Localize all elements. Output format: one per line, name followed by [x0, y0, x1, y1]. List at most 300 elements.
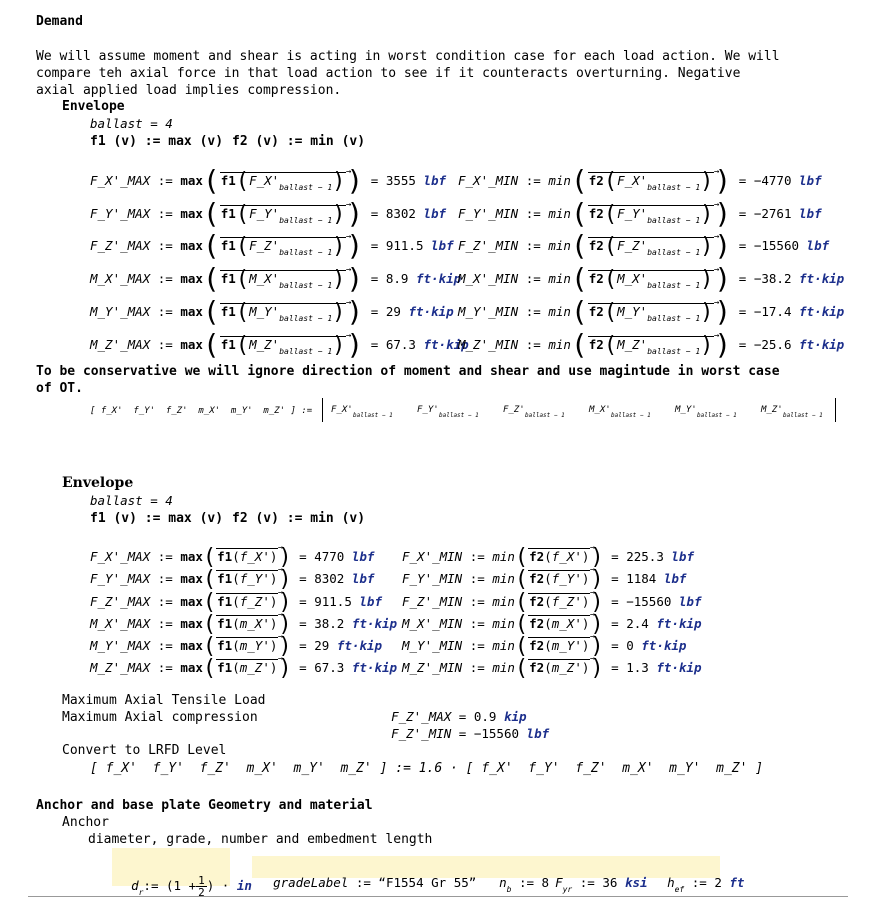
demand-max-arg: F_Z'	[249, 238, 280, 253]
f1-call: f1	[217, 660, 233, 675]
min-function: min	[548, 238, 571, 253]
demand-min-arg: F_Z'	[617, 238, 648, 253]
envelope-max-name: F_X'_MAX	[90, 549, 151, 564]
envelope-max-unit: ft·kip	[336, 638, 382, 653]
f2-call: f2	[588, 206, 604, 221]
envelope-max-value: 67.3	[314, 660, 345, 675]
f2-call: f2	[588, 304, 604, 319]
ballast-subscript: ballast − 1	[647, 347, 701, 356]
close-paren: )	[714, 229, 732, 262]
close-paren: )	[590, 590, 604, 615]
min-function: min	[548, 173, 571, 188]
ballast-subscript: ballast − 1	[279, 248, 333, 257]
open-paren: (	[202, 262, 220, 295]
demand-min-arg: F_X'	[617, 173, 648, 188]
lrfd-expression: [ f_X' f_Y' f_Z' m_X' m_Y' m_Z' ] := 1.6 · [ f_X' f_Y' f_Z' m_X' m_Y' m_Z' ]	[90, 761, 764, 776]
close-paren: )	[700, 169, 714, 194]
open-paren: (	[202, 295, 220, 328]
demand-min-arg: M_Z'	[617, 337, 648, 352]
envelope-max-value: 8302	[314, 571, 345, 586]
close-paren: )	[700, 333, 714, 358]
vectorize-bar: f1(f_X') →	[216, 548, 278, 565]
envelope-max-unit: lbf	[351, 549, 375, 564]
close-paren: )	[346, 328, 364, 361]
close-paren: )	[278, 567, 292, 592]
min-function: min	[548, 304, 571, 319]
open-paren: (	[603, 333, 618, 358]
demand-min-unit: lbf	[799, 206, 822, 221]
ballast-subscript: ballast − 1	[279, 314, 333, 323]
envelope-min-row[interactable]: M_Y'_MIN := min(f2(m_Y') →) = 0 ft·kip	[402, 637, 686, 655]
f2-call: f2	[588, 337, 604, 352]
conservative-note-line1: To be conservative we will ignore direction of moment and shear and use magintude in worst case	[36, 364, 780, 379]
demand-min-name: M_Y'_MIN	[458, 304, 519, 319]
f2-call: f2	[529, 594, 545, 609]
vectorize-bar: f2(m_Z') →	[528, 659, 590, 676]
min-function: min	[548, 206, 571, 221]
envelope-min-name: M_X'_MIN	[402, 616, 463, 631]
demand-min-name: M_Z'_MIN	[458, 337, 519, 352]
demand-max-unit: ft·kip	[423, 337, 469, 352]
fyr-name: F	[555, 875, 563, 890]
f1-call: f1	[217, 594, 233, 609]
max-function: max	[180, 594, 203, 609]
demand-min-unit: ft·kip	[799, 337, 845, 352]
f2-call: f2	[529, 638, 545, 653]
envelope-min-arg: f_X'	[551, 549, 582, 564]
demand-min-row[interactable]: F_Y'_MIN := $\min(f2(F\_Y'_{ballast - 1})$ →) = −2761 lbf	[458, 205, 822, 229]
max-function: max	[180, 304, 203, 319]
open-paren: (	[202, 197, 220, 230]
demand-min-value: −4770	[753, 173, 792, 188]
envelope-max-value: 4770	[314, 549, 345, 564]
close-paren: )	[700, 202, 714, 227]
envelope-min-unit: lbf	[663, 571, 687, 586]
f1-definition-2: f1 (v) := max (v)	[90, 511, 224, 526]
assignment-item: M_Y'	[675, 405, 697, 415]
demand-max-name: F_X'_MAX	[90, 173, 151, 188]
envelope-max-name: F_Z'_MAX	[90, 594, 151, 609]
demand-max-unit: lbf	[423, 206, 447, 221]
max-function: max	[180, 571, 203, 586]
assignment-item-subscript: ballast − 1	[783, 412, 823, 419]
open-paren: (	[202, 164, 220, 197]
dr-fraction	[196, 875, 207, 898]
tensile-load-unit: kip	[503, 709, 527, 724]
f1-call: f1	[220, 271, 236, 286]
close-paren: )	[346, 164, 364, 197]
demand-max-value: 67.3	[385, 337, 416, 352]
envelope-max-name: M_X'_MAX	[90, 616, 151, 631]
envelope-min-name: F_X'_MIN	[402, 549, 463, 564]
vector-assignment-lhs: [ f_X' f_Y' f_Z' m_X' m_Y' m_Z' ] :=	[90, 406, 313, 416]
vectorize-bar	[588, 202, 715, 229]
vectorize-bar: f2(f_Y') →	[528, 570, 590, 587]
envelope-min-value: 225.3	[626, 549, 664, 564]
demand-max-name: M_X'_MAX	[90, 271, 151, 286]
f1-call: f1	[220, 206, 236, 221]
dr-expr-open: := (1 +	[143, 878, 197, 893]
hef-unit: ft	[729, 875, 745, 890]
demand-max-unit: lbf	[423, 173, 447, 188]
envelope-heading: Envelope	[62, 475, 134, 491]
demand-max-name: F_Y'_MAX	[90, 206, 151, 221]
open-paren: (	[202, 328, 220, 361]
demand-min-arg: F_Y'	[617, 206, 648, 221]
envelope-max-name: M_Z'_MAX	[90, 660, 151, 675]
demand-min-value: −25.6	[753, 337, 792, 352]
envelope-min-row[interactable]: M_Z'_MIN := min(f2(m_Z') →) = 1.3 ft·kip	[402, 659, 701, 677]
envelope-max-arg: f_Z'	[239, 594, 270, 609]
envelope-min-name: F_Z'_MIN	[402, 594, 463, 609]
demand-max-value: 3555	[385, 173, 416, 188]
assignment-item-subscript: ballast − 1	[353, 412, 393, 419]
max-function: max	[180, 549, 203, 564]
close-paren: )	[714, 197, 732, 230]
open-paren: (	[570, 229, 588, 262]
close-paren: )	[332, 202, 346, 227]
ballast-definition-2: ballast = 4	[90, 493, 173, 508]
demand-max-unit: ft·kip	[408, 304, 454, 319]
envelope-max-arg: f_X'	[239, 549, 270, 564]
vectorize-bar	[220, 333, 347, 360]
envelope-min-value: 0	[626, 638, 634, 653]
dr-expr-close: ) ·	[206, 878, 230, 893]
nb-value: := 8	[518, 875, 550, 890]
demand-max-value: 911.5	[385, 238, 424, 253]
envelope-min-arg: m_Z'	[551, 660, 582, 675]
close-paren: )	[346, 295, 364, 328]
assignment-item: F_Y'	[417, 405, 439, 415]
envelope-min-value: 1.3	[626, 660, 649, 675]
demand-min-row[interactable]: F_Z'_MIN := $\min(f2(F\_Z'_{ballast - 1})$ →) = −15560 lbf	[458, 237, 829, 261]
open-paren: (	[514, 545, 529, 570]
axial-compression-name: F_Z'_MIN	[391, 726, 452, 741]
vectorize-bar: f1(m_Z') →	[216, 659, 278, 676]
f1-call: f1	[217, 638, 233, 653]
fyr-subscript: yr	[562, 885, 573, 894]
open-paren: (	[235, 333, 250, 358]
vectorize-bar: f1(f_Y') →	[216, 570, 278, 587]
open-paren: (	[514, 567, 529, 592]
demand-min-row[interactable]: M_Z'_MIN := $\min(f2(M\_Z'_{ballast - 1})$ →) = −25.6 ft·kip	[458, 336, 844, 360]
envelope-min-row[interactable]: M_X'_MIN := min(f2(m_X') →) = 2.4 ft·kip	[402, 615, 701, 633]
min-function: min	[492, 660, 515, 675]
anchor-heading: Anchor and base plate Geometry and material	[36, 798, 373, 813]
f1-call: f1	[220, 238, 236, 253]
demand-min-value: −15560	[753, 238, 800, 253]
demand-min-arg: M_X'	[617, 271, 648, 286]
assignment-item: F_Z'	[503, 405, 525, 415]
envelope-min-arg: f_Z'	[551, 594, 582, 609]
assignment-item-subscript: ballast − 1	[611, 412, 651, 419]
open-paren: (	[514, 656, 529, 681]
max-function: max	[180, 638, 203, 653]
close-paren: )	[332, 333, 346, 358]
hef-definition[interactable]	[652, 859, 744, 898]
lrfd-label: Convert to LRFD Level	[62, 743, 227, 758]
demand-min-unit: lbf	[799, 173, 822, 188]
min-function: min	[548, 337, 571, 352]
open-paren: (	[202, 229, 220, 262]
demand-max-arg: F_X'	[249, 173, 280, 188]
open-paren: (	[202, 612, 217, 637]
max-function: max	[180, 616, 203, 631]
assignment-item: F_X'	[331, 405, 353, 415]
close-paren: )	[700, 300, 714, 325]
demand-min-arg: M_Y'	[617, 304, 648, 319]
envelope-max-value: 911.5	[314, 594, 352, 609]
ballast-subscript: ballast − 1	[279, 216, 333, 225]
envelope-min-row[interactable]: F_Y'_MIN := min(f2(f_Y') →) = 1184 lbf	[402, 570, 686, 588]
open-paren: (	[603, 169, 618, 194]
envelope-max-row[interactable]: F_X'_MAX := max(f1(f_X') →) = 4770 lbf	[90, 548, 374, 566]
vectorize-bar: f1(m_Y') →	[216, 637, 278, 654]
demand-min-unit: ft·kip	[799, 304, 845, 319]
max-function: max	[180, 173, 203, 188]
dr-name: d	[131, 878, 139, 893]
axial-compression-value: F_Z'_MIN = −15560 lbf	[391, 726, 550, 741]
close-paren: )	[590, 612, 604, 637]
demand-max-arg: M_X'	[249, 271, 280, 286]
open-paren: (	[202, 634, 217, 659]
demand-min-row[interactable]: M_X'_MIN := $\min(f2(M\_X'_{ballast - 1})$ →) = −38.2 ft·kip	[458, 270, 844, 294]
max-function: max	[180, 206, 203, 221]
vector-assignment-rhs	[322, 398, 836, 422]
f1-call: f1	[217, 571, 233, 586]
ballast-subscript: ballast − 1	[647, 216, 701, 225]
vectorize-bar	[588, 169, 715, 196]
axial-compression-unit: lbf	[526, 726, 550, 741]
f1-call: f1	[220, 304, 236, 319]
envelope-max-value: 29	[314, 638, 330, 653]
demand-max-name: F_Z'_MAX	[90, 238, 151, 253]
envelope-max-arg: m_X'	[239, 616, 270, 631]
open-paren: (	[202, 567, 217, 592]
envelope-max-row[interactable]: F_Y'_MAX := max(f1(f_Y') →) = 8302 lbf	[90, 570, 374, 588]
ballast-subscript: ballast − 1	[647, 314, 701, 323]
ballast-subscript: ballast − 1	[647, 281, 701, 290]
ballast-subscript: ballast − 1	[279, 347, 333, 356]
envelope-min-arg: f_Y'	[551, 571, 582, 586]
close-paren: )	[714, 262, 732, 295]
envelope-max-value: 38.2	[314, 616, 345, 631]
demand-max-name: M_Z'_MAX	[90, 337, 151, 352]
envelope-min-name: F_Y'_MIN	[402, 571, 463, 586]
envelope-max-arg: m_Z'	[239, 660, 270, 675]
f1-definition: f1 (v) := max (v)	[90, 134, 224, 149]
demand-max-row[interactable]: M_Y'_MAX := $\max(f1(M\_Y'_{ballast - 1})$ →) = 29 ft·kip	[90, 303, 454, 327]
dr-definition[interactable]	[116, 859, 252, 901]
demand-max-value: 29	[385, 304, 401, 319]
f2-call: f2	[529, 571, 545, 586]
close-paren: )	[700, 234, 714, 259]
hef-name: h	[667, 875, 675, 890]
f1-call: f1	[217, 549, 233, 564]
tensile-load-label: Maximum Axial Tensile Load	[62, 693, 266, 708]
f2-definition-2: f2 (v) := min (v)	[232, 511, 366, 526]
demand-max-row[interactable]: F_Z'_MAX := $\max(f1(F\_Z'_{ballast - 1})$ →) = 911.5 lbf	[90, 237, 454, 261]
demand-min-name: F_Z'_MIN	[458, 238, 519, 253]
f1-call: f1	[217, 616, 233, 631]
envelope-max-row[interactable]: F_Z'_MAX := max(f1(f_Z') →) = 911.5 lbf	[90, 593, 382, 611]
open-paren: (	[570, 164, 588, 197]
envelope-min-row[interactable]: F_Z'_MIN := min(f2(f_Z') →) = −15560 lbf	[402, 593, 701, 611]
ballast-definition: ballast = 4	[90, 116, 173, 131]
vectorize-bar: f1(m_X') →	[216, 615, 278, 632]
close-paren: )	[590, 656, 604, 681]
envelope-min-name: M_Y'_MIN	[402, 638, 463, 653]
open-paren: (	[603, 300, 618, 325]
demand-max-unit: ft·kip	[415, 271, 462, 286]
ballast-subscript: ballast − 1	[279, 183, 333, 192]
vectorize-bar	[220, 300, 347, 327]
demand-min-name: M_X'_MIN	[458, 271, 519, 286]
anchor-subheading: Anchor	[62, 815, 109, 830]
demand-max-row[interactable]: F_X'_MAX := $\max(f1(F\_X'_{ballast - 1})$ →) = 3555 lbf	[90, 172, 446, 196]
ballast-subscript: ballast − 1	[647, 248, 701, 257]
min-function: min	[548, 271, 571, 286]
demand-max-value: 8.9	[385, 271, 409, 286]
min-function: min	[492, 616, 515, 631]
envelope-min-unit: lbf	[678, 594, 702, 609]
open-paren: (	[570, 197, 588, 230]
assignment-item-subscript: ballast − 1	[697, 412, 737, 419]
assignment-item: M_Z'	[761, 405, 783, 415]
vectorize-bar: f2(f_X') →	[528, 548, 590, 565]
close-paren: )	[590, 545, 604, 570]
open-paren: (	[235, 202, 250, 227]
fyr-value: := 36	[579, 875, 618, 890]
envelope-min-unit: ft·kip	[656, 660, 702, 675]
demand-min-row[interactable]: F_X'_MIN := $\min(f2(F\_X'_{ballast - 1})$ →) = −4770 lbf	[458, 172, 822, 196]
envelope-max-unit: ft·kip	[351, 660, 398, 675]
envelope-min-value: 1184	[626, 571, 657, 586]
vectorize-bar	[220, 234, 347, 261]
demand-heading: Demand	[36, 14, 83, 29]
demand-max-unit: lbf	[431, 238, 454, 253]
vectorize-bar: f2(m_X') →	[528, 615, 590, 632]
vectorize-bar	[588, 300, 715, 327]
vectorize-bar	[588, 234, 715, 261]
vectorize-bar: f1(f_Z') →	[216, 593, 278, 610]
open-paren: (	[202, 590, 217, 615]
envelope-min-row[interactable]: F_X'_MIN := min(f2(f_X') →) = 225.3 lbf	[402, 548, 694, 566]
open-paren: (	[603, 267, 618, 292]
demand-min-value: −17.4	[753, 304, 792, 319]
close-paren: )	[278, 612, 292, 637]
vectorize-bar	[220, 202, 347, 229]
axial-compression-number: −15560	[473, 726, 520, 741]
demand-min-value: −38.2	[753, 271, 792, 286]
demand-paragraph-line2: compare teh axial force in that load action to see if it counteracts overturning. Negative	[36, 66, 741, 81]
envelope-max-unit: lbf	[359, 594, 382, 609]
envelope-min-arg: m_X'	[551, 616, 582, 631]
close-paren: )	[590, 634, 604, 659]
envelope-max-row[interactable]: M_Y'_MAX := max(f1(m_Y') →) = 29 ft·kip	[90, 637, 382, 655]
demand-max-row[interactable]: M_Z'_MAX := $\max(f1(M\_Z'_{ballast - 1})$ →) = 67.3 ft·kip	[90, 336, 469, 360]
envelope-min-unit: ft·kip	[641, 638, 687, 653]
envelope-max-row[interactable]: M_X'_MAX := max(f1(m_X') →) = 38.2 ft·kip	[90, 615, 397, 633]
open-paren: (	[235, 169, 250, 194]
demand-max-row[interactable]: F_Y'_MAX := $\max(f1(F\_Y'_{ballast - 1})$ →) = 8302 lbf	[90, 205, 446, 229]
f2-call: f2	[588, 271, 604, 286]
close-paren: )	[278, 545, 292, 570]
demand-paragraph-line3: axial applied load implies compression.	[36, 83, 342, 98]
vectorize-bar: f2(m_Y') →	[528, 637, 590, 654]
grade-label-definition[interactable]	[258, 859, 476, 891]
tensile-load-value: F_Z'_MAX = 0.9 kip	[391, 709, 527, 724]
close-paren: )	[700, 267, 714, 292]
vectorize-bar	[588, 267, 715, 294]
f2-call: f2	[529, 616, 545, 631]
f2-definition: f2 (v) := min (v)	[232, 134, 366, 149]
assignment-item: M_X'	[589, 405, 611, 415]
demand-min-unit: lbf	[806, 238, 830, 253]
max-function: max	[180, 238, 203, 253]
envelope-min-value: −15560	[626, 594, 672, 609]
close-paren: )	[332, 234, 346, 259]
close-paren: )	[332, 300, 346, 325]
f2-call: f2	[529, 660, 545, 675]
vectorize-bar: f2(f_Z') →	[528, 593, 590, 610]
envelope-min-unit: lbf	[671, 549, 694, 564]
close-paren: )	[346, 197, 364, 230]
dr-numerator: 1	[198, 874, 205, 887]
envelope-min-arg: m_Y'	[551, 638, 582, 653]
envelope-max-arg: m_Y'	[239, 638, 270, 653]
max-function: max	[180, 271, 203, 286]
envelope-min-value: 2.4	[626, 616, 649, 631]
page-divider	[28, 896, 848, 897]
anchor-description: diameter, grade, number and embedment length	[88, 832, 433, 847]
f1-call: f1	[220, 173, 236, 188]
fyr-definition[interactable]	[540, 859, 648, 898]
close-paren: )	[590, 567, 604, 592]
demand-max-row[interactable]: M_X'_MAX := $\max(f1(M\_X'_{ballast - 1})$ →) = 8.9 ft·kip	[90, 270, 461, 294]
demand-min-value: −2761	[753, 206, 792, 221]
envelope-max-unit: lbf	[351, 571, 375, 586]
demand-max-value: 8302	[385, 206, 416, 221]
demand-min-row[interactable]: M_Y'_MIN := $\min(f2(M\_Y'_{ballast - 1})$ →) = −17.4 ft·kip	[458, 303, 844, 327]
demand-min-name: F_X'_MIN	[458, 173, 519, 188]
max-function: max	[180, 660, 203, 675]
tensile-load-number: 0.9	[473, 709, 497, 724]
dr-denominator: 2	[198, 886, 205, 899]
nb-subscript: b	[506, 885, 512, 894]
f2-call: f2	[588, 173, 604, 188]
close-paren: )	[714, 164, 732, 197]
envelope-max-name: F_Y'_MAX	[90, 571, 151, 586]
demand-max-arg: F_Y'	[249, 206, 280, 221]
demand-max-arg: M_Z'	[249, 337, 280, 352]
f2-call: f2	[588, 238, 604, 253]
tensile-load-name: F_Z'_MAX	[391, 709, 452, 724]
envelope-max-row[interactable]: M_Z'_MAX := max(f1(m_Z') →) = 67.3 ft·kip	[90, 659, 397, 677]
max-function: max	[180, 337, 203, 352]
open-paren: (	[570, 262, 588, 295]
hef-value: := 2	[691, 875, 722, 890]
open-paren: (	[235, 267, 250, 292]
open-paren: (	[202, 545, 217, 570]
envelope-max-arg: f_Y'	[239, 571, 270, 586]
open-paren: (	[570, 328, 588, 361]
grade-label-value: := “F1554 Gr 55”	[355, 875, 477, 890]
close-paren: )	[346, 229, 364, 262]
assignment-item-subscript: ballast − 1	[439, 412, 479, 419]
ballast-subscript: ballast − 1	[279, 281, 333, 290]
f1-call: f1	[220, 337, 236, 352]
